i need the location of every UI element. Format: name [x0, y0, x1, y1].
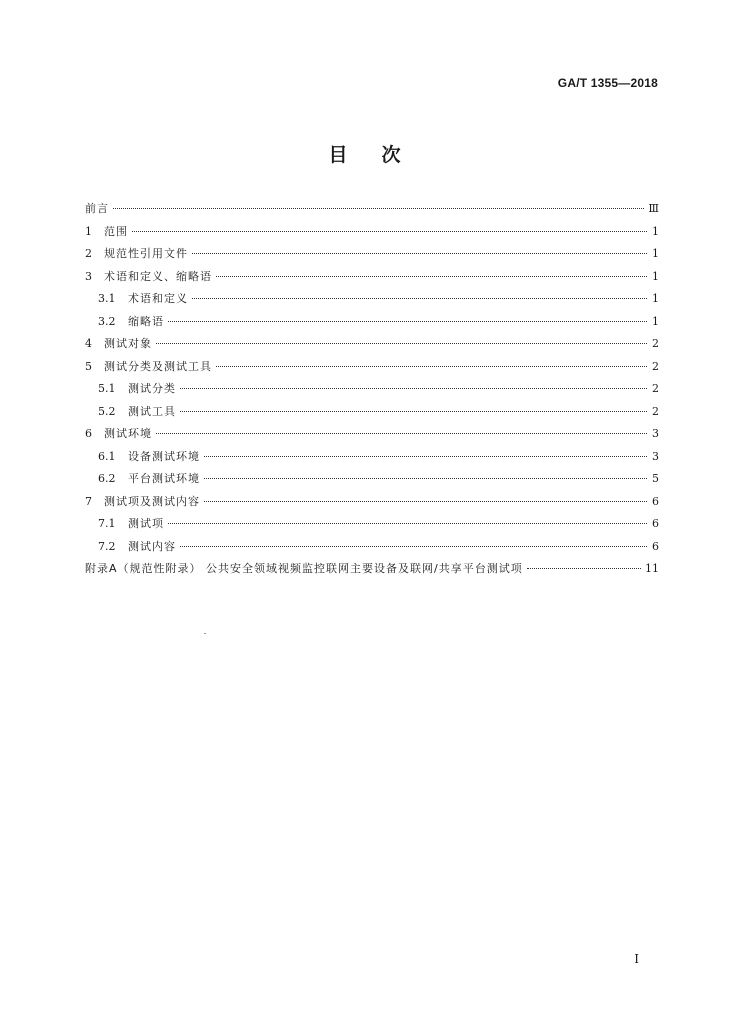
toc-entry[interactable]	[85, 470, 659, 493]
toc-entry-page: 6	[652, 494, 659, 508]
toc-entry-page: 1	[652, 247, 659, 260]
toc-dot-leader	[216, 276, 647, 277]
toc-entry-label: 术语和定义、缩略语	[104, 269, 212, 283]
toc-entry-label: 平台测试环境	[128, 472, 200, 485]
toc-entry-label: 规范性引用文件	[104, 247, 188, 260]
toc-entry-page: 6	[652, 517, 659, 530]
toc-entry-label: 测试对象	[104, 337, 152, 350]
toc-entry-page: 2	[652, 404, 659, 418]
toc-entry[interactable]	[85, 403, 659, 426]
page-number: Ⅰ	[634, 952, 639, 966]
toc-entry[interactable]	[85, 448, 659, 471]
toc-entry-page: 2	[652, 337, 659, 350]
toc-entry-page: Ⅲ	[648, 202, 659, 215]
toc-entry[interactable]	[85, 223, 659, 246]
toc-entry[interactable]	[85, 493, 659, 516]
toc-dot-leader	[168, 321, 647, 322]
toc-dot-leader	[527, 568, 641, 569]
toc-entry-number: 7.2	[98, 539, 116, 553]
toc-entry-label: 缩略语	[128, 314, 164, 328]
toc-entry-page: 5	[652, 472, 659, 485]
toc-entry[interactable]	[85, 358, 659, 381]
toc-entry-number: 5.2	[98, 404, 116, 418]
toc-entry-page: 3	[652, 449, 659, 463]
toc-entry-label: 测试项及测试内容	[104, 494, 200, 508]
toc-entry-label: 测试内容	[128, 539, 176, 553]
toc-dot-leader	[180, 388, 647, 389]
page-title: 目次	[328, 144, 435, 166]
toc-entry-page: 11	[645, 562, 659, 575]
toc-entry-number: 3.1	[98, 292, 116, 305]
toc-dot-leader	[168, 523, 647, 524]
toc-entry-label: 测试环境	[104, 427, 152, 440]
toc-dot-leader	[192, 253, 647, 254]
toc-entry-label: 测试项	[128, 517, 164, 530]
toc-entry-number: 3.2	[98, 314, 116, 328]
toc-entry[interactable]	[85, 290, 659, 313]
toc-entry-number: 5	[85, 359, 92, 373]
toc-entry-number: 2	[85, 247, 92, 260]
toc-entry-page: 6	[652, 539, 659, 553]
toc-entry-page: 3	[652, 427, 659, 440]
scan-speck	[204, 633, 206, 634]
toc-entry-label: 测试分类	[128, 382, 176, 395]
toc-dot-leader	[156, 343, 647, 344]
toc-entry-label: 术语和定义	[128, 292, 188, 305]
toc-dot-leader	[204, 478, 647, 479]
toc-dot-leader	[180, 411, 647, 412]
toc-entry-page: 2	[652, 382, 659, 395]
table-of-contents	[85, 200, 659, 583]
toc-entry[interactable]	[85, 268, 659, 291]
toc-entry-number: 6.2	[98, 472, 116, 485]
toc-entry-number: 4	[85, 337, 92, 350]
toc-entry-page: 1	[652, 224, 659, 238]
toc-entry[interactable]	[85, 425, 659, 448]
toc-entry-label: 范围	[104, 224, 128, 238]
toc-entry-label: 前言	[85, 202, 109, 215]
toc-entry-number: 6.1	[98, 449, 116, 463]
toc-dot-leader	[180, 546, 647, 547]
toc-entry[interactable]	[85, 313, 659, 336]
toc-entry-page: 1	[652, 269, 659, 283]
toc-dot-leader	[204, 501, 647, 502]
toc-entry[interactable]	[85, 335, 659, 358]
toc-entry-number: 6	[85, 427, 92, 440]
toc-dot-leader	[204, 456, 647, 457]
toc-entry[interactable]	[85, 380, 659, 403]
toc-entry[interactable]	[85, 538, 659, 561]
toc-entry[interactable]	[85, 200, 659, 223]
toc-dot-leader	[216, 366, 647, 367]
toc-dot-leader	[132, 231, 647, 232]
toc-entry-number: 5.1	[98, 382, 116, 395]
toc-entry-number: 3	[85, 269, 92, 283]
toc-dot-leader	[192, 298, 647, 299]
toc-entry-number: 7	[85, 494, 92, 508]
toc-entry-number: 1	[85, 224, 92, 238]
toc-dot-leader	[113, 208, 644, 209]
toc-entry-page: 1	[652, 314, 659, 328]
toc-entry-page: 2	[652, 359, 659, 373]
toc-entry-label: 测试工具	[128, 404, 176, 418]
toc-entry-label: 设备测试环境	[128, 449, 200, 463]
standard-code: GA/T 1355—2018	[557, 76, 658, 90]
toc-entry-label: 附录A（规范性附录） 公共安全领域视频监控联网主要设备及联网/共享平台测试项	[85, 562, 523, 575]
toc-entry-number: 7.1	[98, 517, 116, 530]
toc-entry[interactable]	[85, 515, 659, 538]
toc-entry[interactable]	[85, 560, 659, 583]
toc-entry-page: 1	[652, 292, 659, 305]
toc-entry[interactable]	[85, 245, 659, 268]
toc-dot-leader	[156, 433, 647, 434]
toc-entry-label: 测试分类及测试工具	[104, 359, 212, 373]
